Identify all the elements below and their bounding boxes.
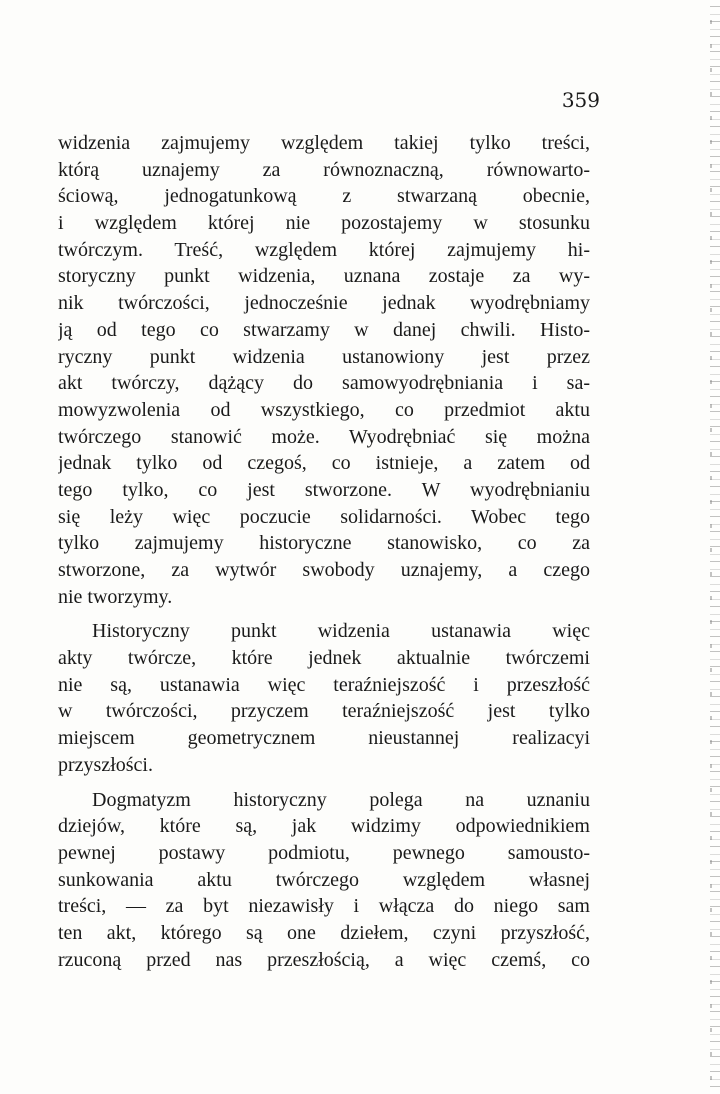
text-line: storyczny punkt widzenia, uznana zostaje za wy- — [58, 265, 590, 288]
text-line: pewnej postawy podmiotu, pewnego samousto- — [58, 841, 590, 864]
text-line: twórczego stanowić może. Wyodrębniać się można — [58, 425, 590, 448]
paragraph — [58, 130, 590, 610]
text-line: nie tworzymy. — [58, 585, 173, 608]
scan-edge-artifact-inner — [710, 0, 712, 1094]
text-line: Historyczny punkt widzenia ustanawia więc — [92, 620, 590, 643]
text-line: przyszłości. — [58, 753, 153, 776]
text-line: mowyzwolenia od wszystkiego, co przedmiot aktu — [58, 398, 590, 421]
body-text — [58, 130, 590, 973]
paragraph — [58, 618, 590, 778]
text-line: miejscem geometrycznem nieustannej realizacyi — [58, 727, 590, 750]
text-line: się leży więc poczucie solidarności. Wobec tego — [58, 505, 590, 528]
page-number: 359 — [561, 88, 600, 112]
paragraph-gap — [58, 779, 590, 787]
text-line: nie są, ustanawia więc teraźniejszość i przeszłość — [58, 673, 590, 696]
text-line: tylko zajmujemy historyczne stanowisko, co za — [58, 532, 590, 555]
text-line: dziejów, które są, jak widzimy odpowiednikiem — [58, 815, 590, 838]
text-line: treści, — za byt niezawisły i włącza do niego sam — [58, 895, 590, 918]
text-line: stworzone, za wytwór swobody uznajemy, a czego — [58, 559, 590, 581]
text-line: jednak tylko od czegoś, co istnieje, a zatem od — [58, 452, 590, 475]
text-line: twórczym. Treść, względem której zajmujemy hi- — [58, 238, 590, 261]
text-line: akt twórczy, dążący do samowyodrębniania i sa- — [58, 372, 590, 395]
text-line: ją od tego co stwarzamy w danej chwili. Histo- — [58, 318, 590, 341]
paragraph-gap — [58, 610, 590, 618]
text-line: w twórczości, przyczem teraźniejszość jest tylko — [58, 700, 590, 723]
text-line: Dogmatyzm historyczny polega na uznaniu — [92, 788, 590, 811]
text-line: ten akt, którego są one dziełem, czyni przyszłość, — [58, 921, 590, 944]
text-line: i względem której nie pozostajemy w stosunku — [58, 212, 590, 235]
paragraph — [58, 787, 590, 974]
text-line: widzenia zajmujemy względem takiej tylko treści, — [58, 132, 590, 154]
text-line: rzuconą przed nas przeszłością, a więc czemś, co — [58, 948, 590, 971]
text-line: akty twórcze, które jednek aktualnie twórczemi — [58, 647, 590, 670]
text-line: którą uznajemy za równoznaczną, równowarto- — [58, 158, 590, 181]
text-line: ściową, jednogatunkową z stwarzaną obecnie, — [58, 185, 590, 208]
text-line: ryczny punkt widzenia ustanowiony jest przez — [58, 345, 590, 368]
text-line: sunkowania aktu twórczego względem własnej — [58, 868, 590, 891]
text-line: nik twórczości, jednocześnie jednak wyodrębniamy — [58, 292, 590, 315]
text-line: tego tylko, co jest stworzone. W wyodrębnianiu — [58, 478, 590, 501]
